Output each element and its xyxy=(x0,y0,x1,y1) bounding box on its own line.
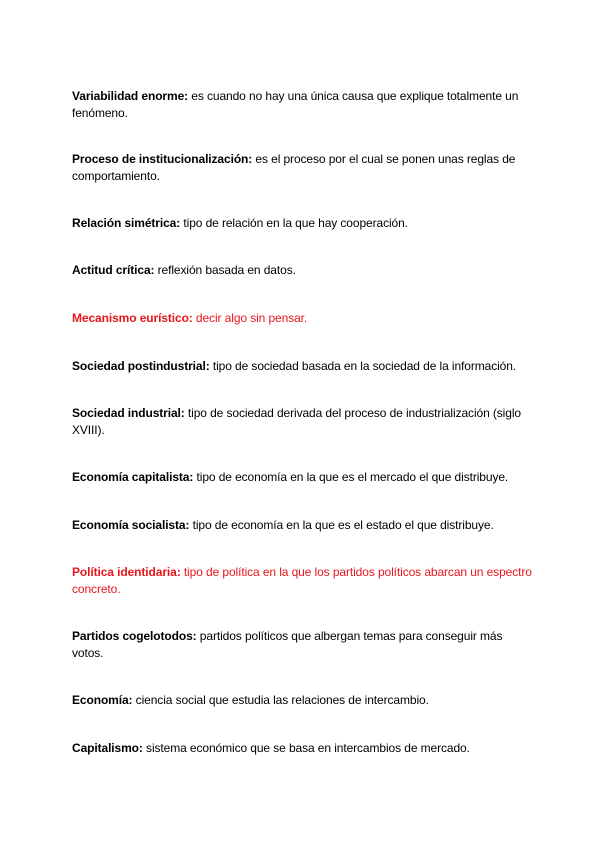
glossary-entry xyxy=(72,215,534,232)
entry-definition: tipo de economía en la que es el estado el que distribuye. xyxy=(189,518,494,532)
entry-term: Mecanismo eurístico: xyxy=(72,311,193,325)
entry-definition: sistema económico que se basa en intercambios de mercado. xyxy=(142,741,470,755)
entry-term: Partidos cogelotodos: xyxy=(72,629,197,643)
entry-term: Economía: xyxy=(72,693,133,707)
entry-term: Variabilidad enorme: xyxy=(72,89,189,103)
glossary-entry xyxy=(72,151,534,185)
glossary-entry xyxy=(72,517,534,534)
glossary-entry xyxy=(72,740,534,757)
glossary-entry xyxy=(72,358,534,375)
glossary-entry xyxy=(72,628,534,662)
entry-definition: tipo de política en la que los partidos políticos abarcan un espectro concreto. xyxy=(72,565,532,596)
entry-term: Proceso de institucionalización: xyxy=(72,152,253,166)
entry-definition: tipo de relación en la que hay cooperación. xyxy=(180,216,408,230)
entry-definition: es el proceso por el cual se ponen unas reglas de comportamiento. xyxy=(72,152,516,183)
glossary-entry xyxy=(72,262,534,279)
glossary-entry xyxy=(72,405,534,439)
glossary-entry-highlighted xyxy=(72,564,534,598)
entry-definition: es cuando no hay una única causa que explique totalmente un fenómeno. xyxy=(72,89,519,120)
entry-definition: partidos políticos que albergan temas para conseguir más votos. xyxy=(72,629,503,660)
entry-term: Economía capitalista: xyxy=(72,470,194,484)
entry-term: Economía socialista: xyxy=(72,518,190,532)
entry-definition: tipo de sociedad basada en la sociedad de la información. xyxy=(209,359,517,373)
entry-term: Actitud crítica: xyxy=(72,263,155,277)
entry-definition: tipo de sociedad derivada del proceso de industrialización (siglo XVIII). xyxy=(72,406,521,437)
entry-term: Política identidaria: xyxy=(72,565,181,579)
entry-definition: tipo de economía en la que es el mercado el que distribuye. xyxy=(193,470,509,484)
entry-definition: decir algo sin pensar. xyxy=(192,311,308,325)
glossary-entry xyxy=(72,88,534,122)
entry-term: Sociedad industrial: xyxy=(72,406,185,420)
entry-term: Capitalismo: xyxy=(72,741,143,755)
glossary-entry-highlighted xyxy=(72,310,534,327)
entry-term: Sociedad postindustrial: xyxy=(72,359,210,373)
entry-definition: ciencia social que estudia las relaciones de intercambio. xyxy=(132,693,429,707)
glossary-entry xyxy=(72,692,534,709)
entry-term: Relación simétrica: xyxy=(72,216,181,230)
glossary-entry xyxy=(72,469,534,486)
entry-definition: reflexión basada en datos. xyxy=(154,263,296,277)
